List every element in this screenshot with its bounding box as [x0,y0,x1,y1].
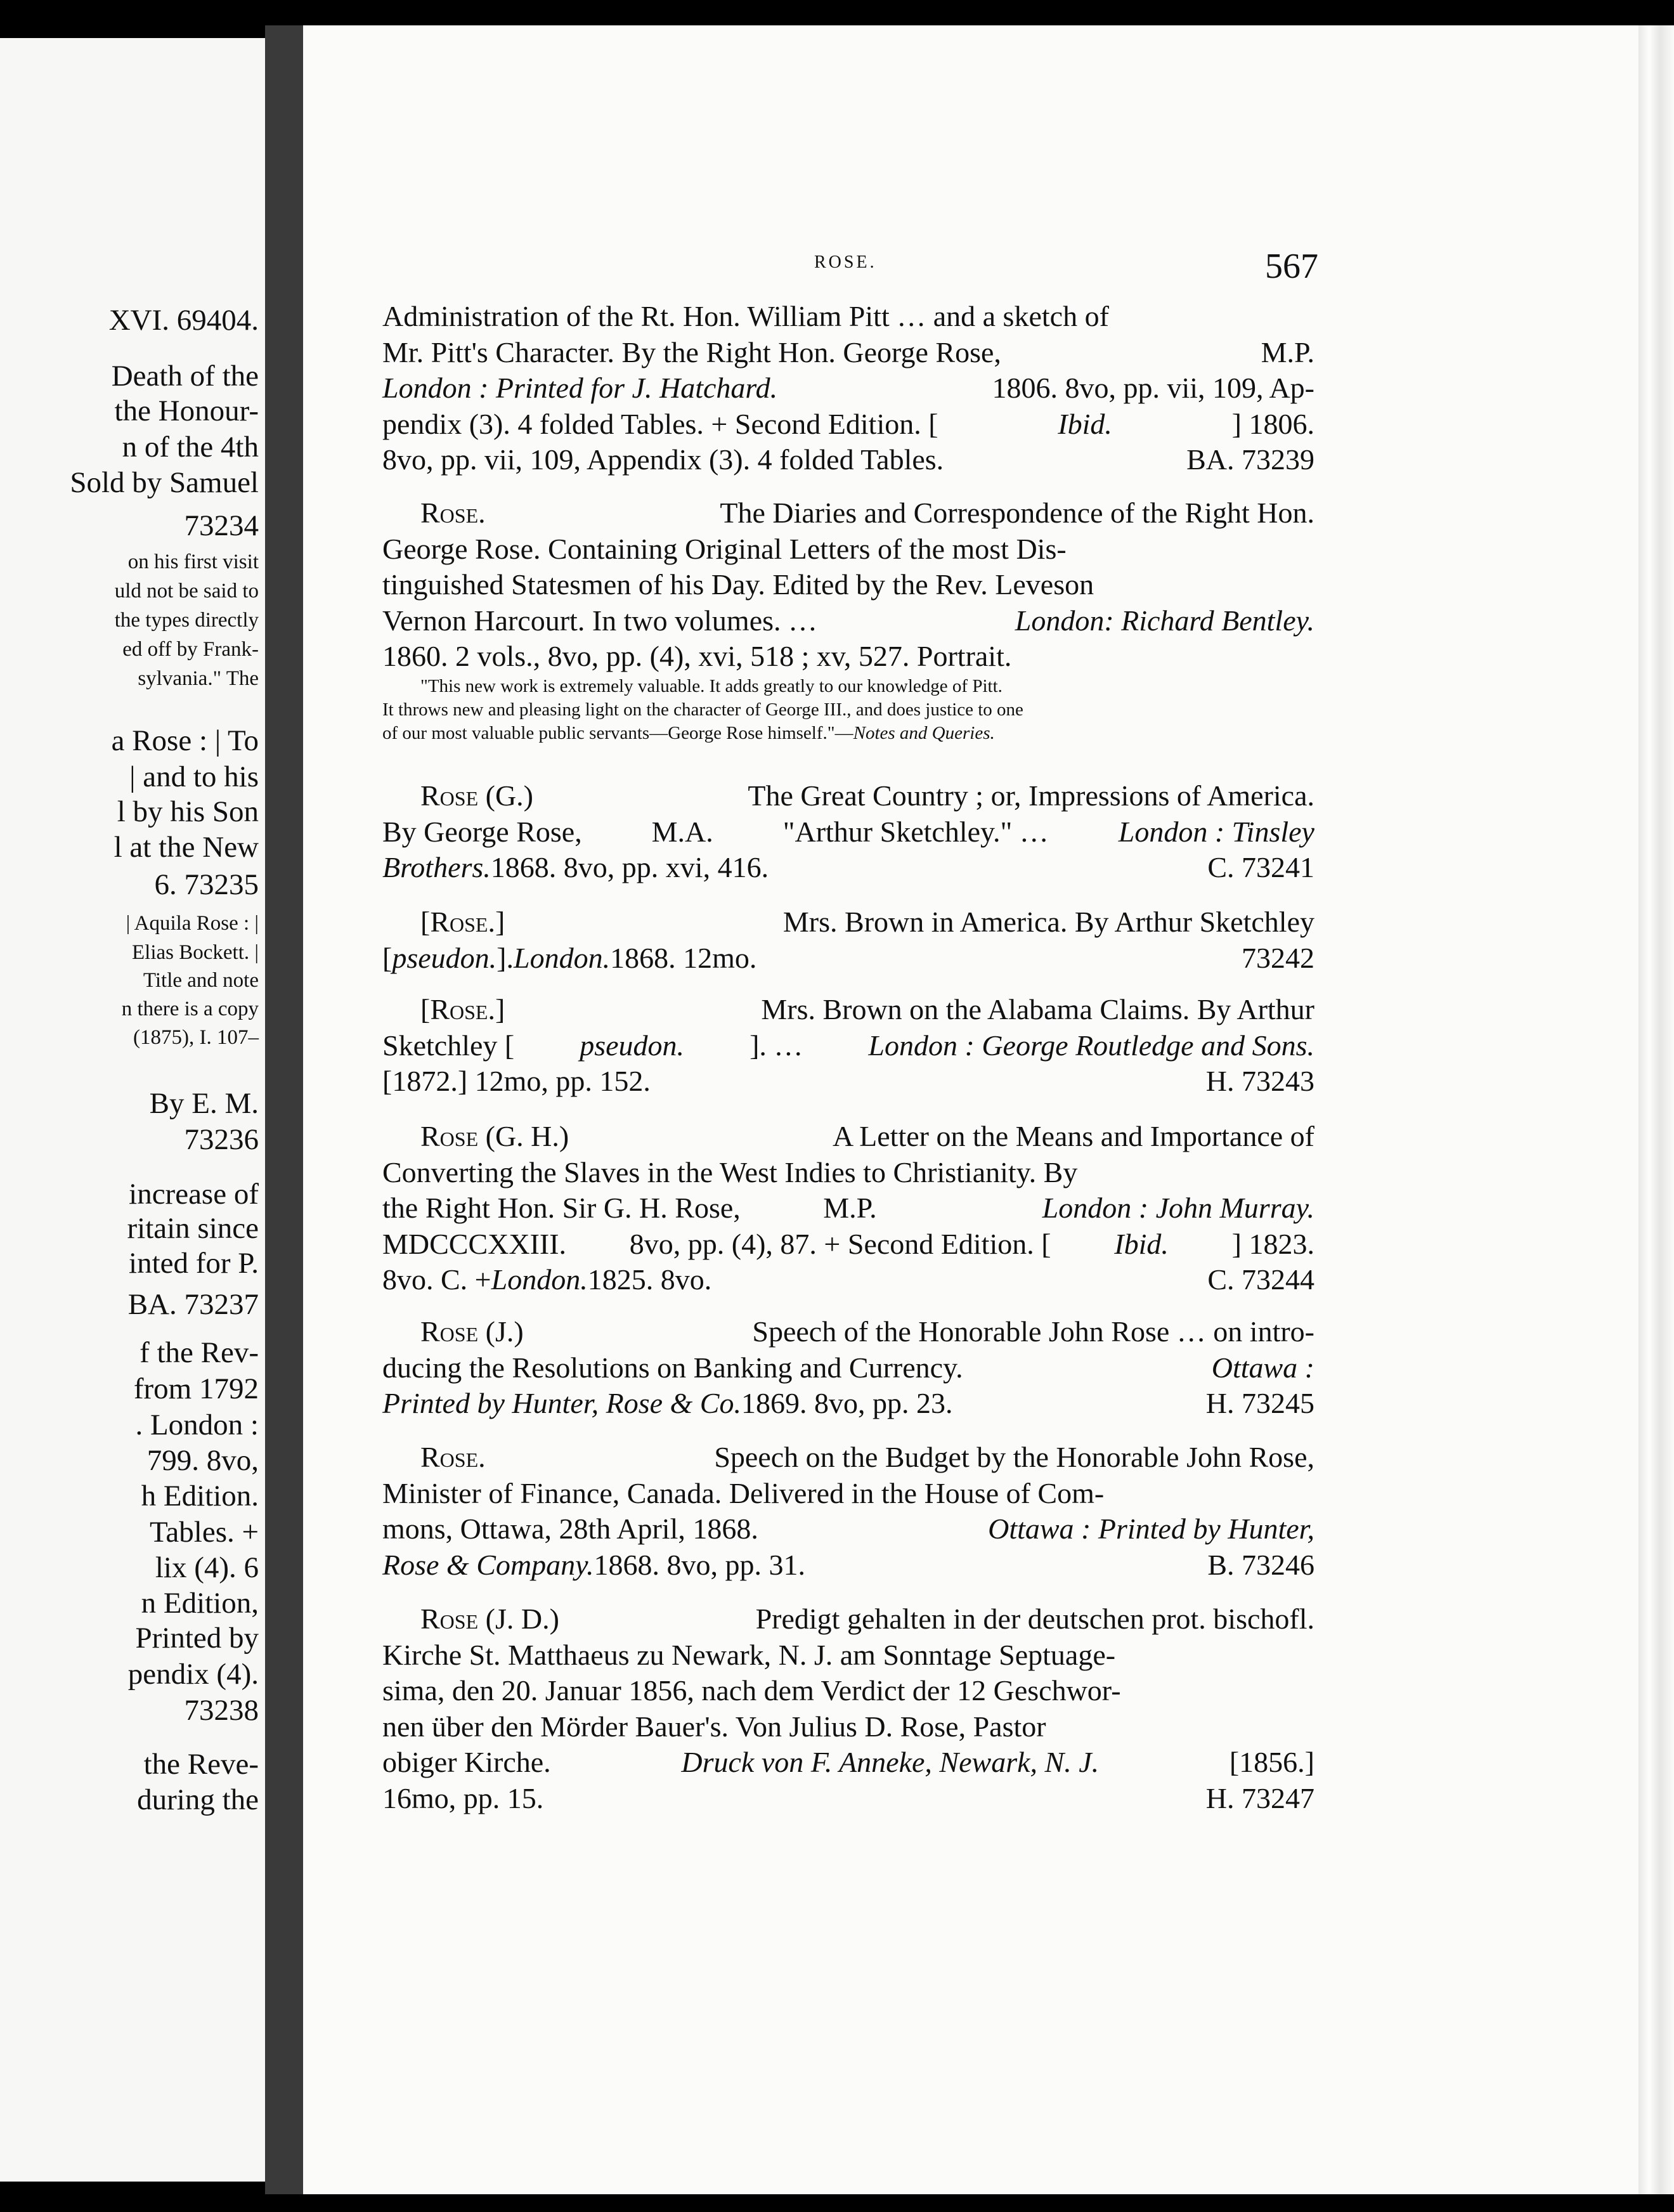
text-run: "This new work is extremely valuable. It adds greatly to our knowledge of Pitt. [420,675,1002,696]
text-run: ] 1823. [1231,1227,1314,1260]
text-run: The Great Country ; or, Impressions of America. [748,779,1314,812]
entry-line [382,1314,1314,1350]
italic-text: London : George Routledge and Sons. [868,1029,1314,1062]
left-column-line: inted for P. [129,1247,259,1280]
text-run: ]. [496,941,514,974]
catalog-number: 73242 [1242,941,1314,974]
small-caps-text: Rose (J.) [420,1315,524,1348]
left-column-line: By E. M. [149,1087,259,1120]
italic-text: Druck von F. Anneke, Newark, N. J. [681,1746,1100,1778]
text-run: 16mo, pp. 15. [382,1781,544,1814]
small-caps-text: Rose. [420,497,486,529]
entry-line [382,1190,1314,1226]
text-run: Minister of Finance, Canada. Delivered in the House of Com- [382,1476,1105,1509]
small-caps-text: M.P. [823,1192,877,1224]
left-column-line: pendix (4). [127,1658,259,1691]
left-column-line: h Edition. [141,1480,259,1513]
entry-line [382,1440,1314,1476]
entry-line [382,335,1314,371]
text-run: the Right Hon. Sir G. H. Rose, [382,1192,741,1224]
left-column-line: | Aquila Rose : | [126,912,259,935]
text-run: 1868. 8vo, pp. xvi, 416. [490,851,769,883]
small-caps-text: M.P. [1261,335,1314,368]
entry-quote-line [382,698,1314,722]
left-column-line: uld not be said to [114,580,259,602]
text-run: 1868. 12mo. [610,941,757,974]
entry-line [382,1028,1314,1064]
page-edges [1638,25,1674,2194]
entry-line [382,1709,1314,1745]
entry-line [382,1226,1314,1263]
entry-quote-line [382,675,1314,698]
left-column-line: 73234 [184,509,259,542]
left-column-line: 6. 73235 [154,868,259,901]
entry-line [382,1155,1314,1191]
text-run: Vernon Harcourt. In two volumes. … [382,604,818,637]
small-caps-text: MDCCCXXIII. [382,1227,567,1260]
catalog-number: H. 73243 [1205,1065,1314,1097]
left-column-line: l by his Son [117,795,259,828]
entry-line [382,904,1314,940]
text-run: 8vo, pp. (4), 87. + Second Edition. [ [629,1227,1051,1260]
left-column-line: Title and note [143,969,259,992]
small-caps-text: Rose (G.) [420,779,533,812]
left-column-line: (1875), I. 107– [133,1026,259,1049]
text-run: Sketchley [ [382,1029,515,1062]
text-run: ducing the Resolutions on Banking and Currency. [382,1351,963,1384]
catalog-entry [382,1440,1314,1583]
entry-line [382,778,1314,814]
entry-line [382,1745,1314,1781]
left-column-line: during the [137,1783,259,1816]
text-run: Kirche St. Matthaeus zu Newark, N. J. am Sonntage Septuage- [382,1638,1116,1671]
catalog-entry [382,1601,1314,1816]
text-run: Speech on the Budget by the Honorable John Rose, [714,1441,1314,1473]
catalog-entry [382,1119,1314,1298]
catalog-number: H. 73245 [1205,1387,1314,1419]
text-run: 1860. 2 vols., 8vo, pp. (4), xvi, 518 ; xv, 527. Portrait. [382,640,1012,672]
italic-text: Ottawa : Printed by Hunter, [988,1513,1314,1545]
text-run: [ [382,941,393,974]
left-column-line: from 1792 [133,1372,259,1405]
entry-line [382,992,1314,1028]
entry-line [382,1673,1314,1709]
left-column-line: f the Rev- [140,1336,259,1369]
italic-text: London. [513,941,611,974]
entry-line [382,1601,1314,1637]
text-run: 8vo. C. + [382,1263,491,1296]
entry-line [382,1386,1314,1422]
entry-line [382,495,1314,531]
entry-line [382,531,1314,568]
left-column-line: Printed by [135,1622,259,1655]
left-column-line: the Honour- [114,394,259,427]
small-caps-text: [Rose.] [420,906,505,938]
italic-text: Notes and Queries. [853,722,995,743]
italic-text: Ibid. [1114,1227,1169,1260]
entry-line [382,1119,1314,1155]
left-column-line: Elias Bockett. | [132,941,259,964]
italic-text: pseudon. [392,941,497,974]
left-column-line: a Rose : | To [111,724,259,757]
small-caps-text: Rose (J. D.) [420,1603,559,1635]
left-column-line: lix (4). 6 [155,1551,259,1584]
entry-quote-line [382,722,1314,745]
text-run: Speech of the Honorable John Rose … on intro- [752,1315,1314,1348]
text-run: obiger Kirche. [382,1746,551,1778]
italic-text: pseudon. [580,1029,685,1062]
text-run: Converting the Slaves in the West Indies to Christianity. By [382,1155,1078,1188]
text-run: of our most valuable public servants—George Rose himself."— [382,722,853,743]
text-run: [1872.] 12mo, pp. 152. [382,1065,651,1097]
left-column-line: increase of [129,1178,259,1211]
catalog-entry [382,992,1314,1100]
entry-line [382,850,1314,886]
text-run: mons, Ottawa, 28th April, 1868. [382,1513,758,1545]
entry-line [382,603,1314,639]
text-run: By George Rose, [382,815,582,848]
text-run: ] 1806. [1231,407,1314,440]
left-column-line: the Reve- [143,1748,259,1781]
catalog-number: B. 73246 [1207,1548,1314,1581]
left-column-line: Tables. + [149,1516,259,1549]
text-run: Mrs. Brown in America. By Arthur Sketchley [782,906,1314,938]
left-column-line: XVI. 69404. [108,304,259,337]
left-column-line: n there is a copy [121,998,259,1020]
left-column-line: ritain since [127,1212,259,1245]
italic-text: Ottawa : [1211,1351,1314,1384]
text-run: The Diaries and Correspondence of the Right Hon. [720,497,1314,529]
text-run: tinguished Statesmen of his Day. Edited by the Rev. Leveson [382,568,1094,601]
text-run: It throws new and pleasing light on the character of George III., and does justice to one [382,699,1023,720]
catalog-number: BA. 73239 [1186,443,1314,476]
left-column-line: 73238 [184,1694,259,1727]
entry-line [382,299,1314,335]
italic-text: London : Tinsley [1118,815,1314,848]
italic-text: Rose & Company. [382,1548,594,1581]
italic-text: London : Printed for J. Hatchard. [382,372,778,404]
text-run: Administration of the Rt. Hon. William Pitt … and a sketch of [382,300,1109,332]
left-column-line: ed off by Frank- [122,638,259,661]
left-column-line: 799. 8vo, [146,1444,259,1477]
entry-line [382,1350,1314,1386]
left-column-line: sylvania." The [138,667,259,690]
italic-text: Brothers. [382,851,491,883]
entry-line [382,814,1314,850]
text-run: pendix (3). 4 folded Tables. + Second Edition. [ [382,407,938,440]
left-column-line: Sold by Samuel [70,466,259,499]
left-column-line: BA. 73237 [127,1288,259,1321]
entry-line [382,1547,1314,1584]
catalog-number: H. 73247 [1205,1781,1314,1814]
italic-text: London : John Murray. [1042,1192,1314,1224]
left-column-line: . London : [135,1409,259,1441]
small-caps-text: [Rose.] [420,993,505,1025]
text-run: [1856.] [1229,1746,1314,1778]
left-column-line: | and to his [129,760,259,793]
catalog-number: C. 73244 [1207,1263,1314,1296]
left-column-line: Death of the [111,360,259,393]
entry-line [382,1781,1314,1817]
text-run: 1868. 8vo, pp. 31. [594,1548,805,1581]
entry-line [382,1476,1314,1512]
catalog-number: C. 73241 [1207,851,1314,883]
small-caps-text: Rose (G. H.) [420,1120,569,1152]
text-run: 1869. 8vo, pp. 23. [741,1387,953,1419]
page-number: 567 [1265,247,1318,286]
entry-line [382,940,1314,977]
italic-text: London: Richard Bentley. [1015,604,1314,637]
left-column-line: n of the 4th [122,431,259,464]
entry-line [382,1064,1314,1100]
text-run: Mrs. Brown on the Alabama Claims. By Arthur [761,993,1314,1025]
entry-line [382,1637,1314,1674]
entry-line [382,370,1314,407]
italic-text: Printed by Hunter, Rose & Co. [382,1387,741,1419]
text-run: sima, den 20. Januar 1856, nach dem Verdict der 12 Geschwor- [382,1674,1121,1707]
text-run: George Rose. Containing Original Letters of the most Dis- [382,532,1067,565]
catalog-entry [382,904,1314,976]
text-run: A Letter on the Means and Importance of [832,1120,1314,1152]
small-caps-text: Rose. [420,1441,486,1473]
text-run: ]. … [749,1029,803,1062]
text-run: nen über den Mörder Bauer's. Von Julius D. Rose, Pastor [382,1710,1046,1743]
book-gutter [265,25,303,2194]
text-run: Mr. Pitt's Character. By the Right Hon. George Rose, [382,335,1001,368]
entry-line [382,442,1314,478]
catalog-entry [382,495,1314,745]
small-caps-text: M.A. [651,815,713,848]
catalog-entry [382,778,1314,886]
left-column-line: n Edition, [141,1587,259,1620]
running-head: ROSE. [814,252,877,272]
catalog-entry [382,299,1314,478]
text-run: Predigt gehalten in der deutschen prot. bischofl. [755,1603,1314,1635]
italic-text: Ibid. [1058,407,1112,440]
left-column-line: 73236 [184,1123,259,1156]
text-run: "Arthur Sketchley." … [782,815,1049,848]
catalog-entry [382,1314,1314,1422]
left-column-line: l at the New [114,831,259,864]
left-column-line: on his first visit [127,550,259,573]
italic-text: London. [491,1263,588,1296]
entry-line [382,567,1314,603]
text-run: 8vo, pp. vii, 109, Appendix (3). 4 folded Tables. [382,443,944,476]
text-run: 1806. 8vo, pp. vii, 109, Ap- [992,372,1314,404]
entry-line [382,1511,1314,1547]
text-run: 1825. 8vo. [587,1263,712,1296]
entry-line [382,1262,1314,1298]
left-column-line: the types directly [114,609,259,632]
entry-line [382,639,1314,675]
entry-line [382,407,1314,443]
